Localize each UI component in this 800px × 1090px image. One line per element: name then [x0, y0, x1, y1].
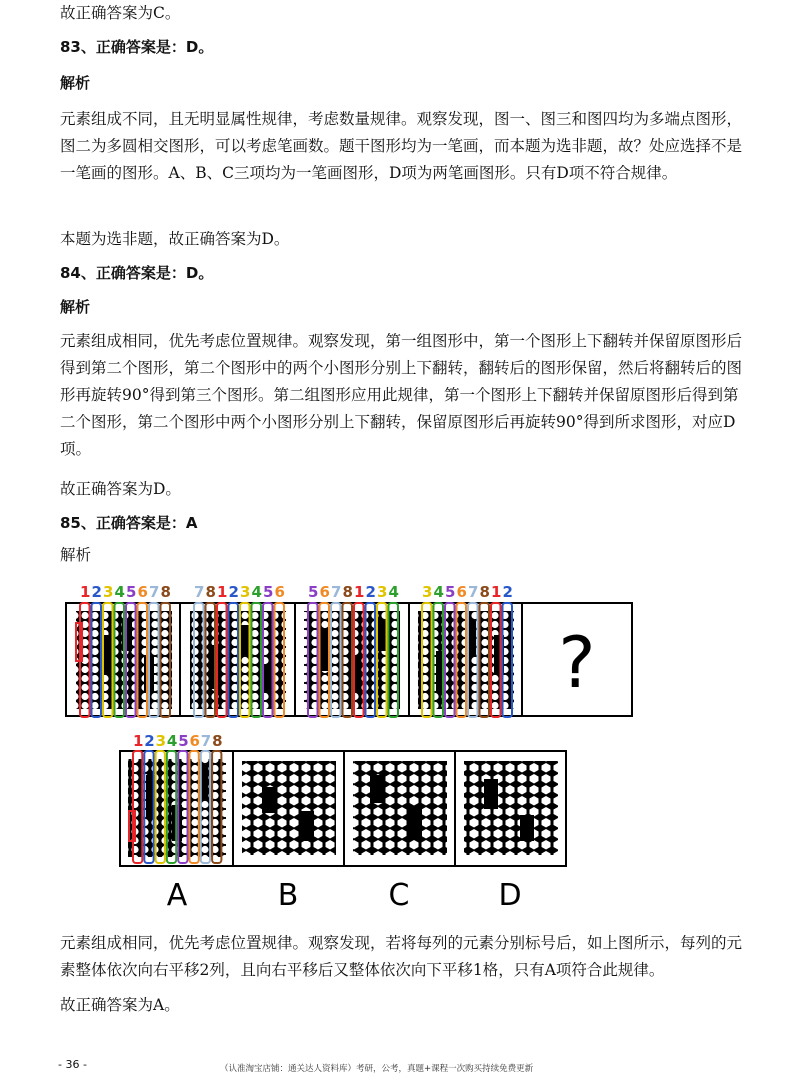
q83-heading: 83、正确答案是：D。 [60, 38, 214, 56]
option-b-figure[interactable] [242, 761, 336, 855]
figure-1-digit-1: 1 [80, 583, 91, 601]
option-label-c: C [388, 878, 410, 913]
figure-4-digit-8: 8 [479, 583, 490, 601]
figure-4-digit-7: 7 [468, 583, 479, 601]
figure-3-digit-4: 4 [388, 583, 399, 601]
q84-analysis-text: 元素组成相同，优先考虑位置规律。观察发现，第一组图形中，第一个图形上下翻转并保留原图形后得到第二个图形，第二个图形中的两个小图形分别上下翻转，翻转后的图形保留，然后将翻转后的图形再旋转90°得到第三个图形。第二组图形应用此规律，第一个图形上下翻转并保留原图形后得到第二个图形，第二个图形中两个小图形分别上下翻转，保留原图形后再旋转90°得到所求图形，对应D项。 [60, 332, 743, 458]
question-mark: ? [558, 622, 596, 704]
footer-note: （认准淘宝店铺：通关达人资料库）考研，公考，真题+课程一次购买持续免费更新 [220, 1064, 534, 1074]
figure-1-digit-8: 8 [160, 583, 171, 601]
figure-2-digit-3: 3 [240, 583, 251, 601]
figure-1-digit-6: 6 [137, 583, 148, 601]
q83-analysis-text: 元素组成不同，且无明显属性规律，考虑数量规律。观察发现，图一、图三和图四均为多端点图形，图二为多圆相交图形，可以考虑笔画数。题干图形均为一笔画，而本题为选非题，故？处应选择不是一笔画的图形。A、B、C三项均为一笔画图形，D项为两笔画图形。只有D项不符合规律。 [60, 110, 743, 182]
q85-analysis-label: 解析 [60, 546, 92, 564]
figure-3-digit-7: 7 [331, 583, 342, 601]
option-a-digit-1: 1 [133, 732, 144, 750]
q85-conclusion: 故正确答案为A。 [60, 996, 180, 1014]
figure-4-digit-5: 5 [445, 583, 456, 601]
option-a-digit-2: 2 [144, 732, 155, 750]
figure-3-digit-5: 5 [308, 583, 319, 601]
figure-2-digit-6: 6 [274, 583, 285, 601]
option-a-digit-4: 4 [166, 732, 178, 750]
figure-3-digit-2: 2 [365, 583, 376, 601]
figure-1-digit-2: 2 [91, 583, 102, 601]
figure-3-digit-6: 6 [319, 583, 330, 601]
figure-1-digit-7: 7 [149, 583, 160, 601]
q83-conclusion: 本题为选非题，故正确答案为D。 [60, 230, 290, 248]
figure-4-digit-4: 4 [433, 583, 444, 601]
option-a-digit-7: 7 [200, 732, 212, 750]
intro-answer-line: 故正确答案为C。 [60, 4, 181, 22]
q85-figure [0, 575, 800, 915]
q84-analysis-label: 解析 [60, 298, 91, 316]
figure-2-digit-4: 4 [251, 583, 262, 601]
figure-3-digit-1: 1 [354, 583, 365, 601]
figure-3-digit-8: 8 [342, 583, 353, 601]
q84-conclusion: 故正确答案为D。 [60, 480, 181, 498]
figure-4-digit-3: 3 [422, 583, 433, 601]
figure-4-digit-2: 2 [502, 583, 513, 601]
option-label-b: B [277, 878, 299, 913]
q85-analysis-text: 元素组成相同，优先考虑位置规律。观察发现，若将每列的元素分别标号后，如上图所示，每列的元素整体依次向右平移2列，且向右平移后又整体依次向下平移1格，只有A项符合此规律。 [60, 934, 743, 979]
question-row [66, 583, 632, 717]
figure-1-digit-4: 4 [114, 583, 125, 601]
option-c-figure[interactable] [353, 761, 447, 855]
figure-1-digit-5: 5 [126, 583, 137, 601]
figure-2-digit-2: 2 [228, 583, 239, 601]
q84-heading: 84、正确答案是：D。 [60, 264, 214, 282]
figure-2-digit-1: 1 [217, 583, 228, 601]
figure-2-digit-7: 7 [194, 583, 205, 601]
page-number: - 36 - [58, 1058, 87, 1071]
option-a-digit-8: 8 [212, 732, 223, 750]
figure-1-digit-3: 3 [103, 583, 114, 601]
option-d-figure[interactable] [464, 761, 558, 855]
option-label-a: A [166, 878, 188, 913]
figure-4-digit-1: 1 [491, 583, 502, 601]
q85-heading: 85、正确答案是：A [60, 514, 198, 532]
figure-3-digit-3: 3 [377, 583, 388, 601]
options-row [120, 732, 566, 913]
figure-2-digit-8: 8 [205, 583, 216, 601]
option-a-digit-5: 5 [178, 732, 189, 750]
option-a-digit-3: 3 [155, 732, 167, 750]
option-a-digit-6: 6 [189, 732, 200, 750]
figure-4-digit-6: 6 [456, 583, 467, 601]
option-label-d: D [498, 878, 522, 913]
q83-analysis-label: 解析 [60, 74, 91, 92]
figure-2-digit-5: 5 [263, 583, 274, 601]
